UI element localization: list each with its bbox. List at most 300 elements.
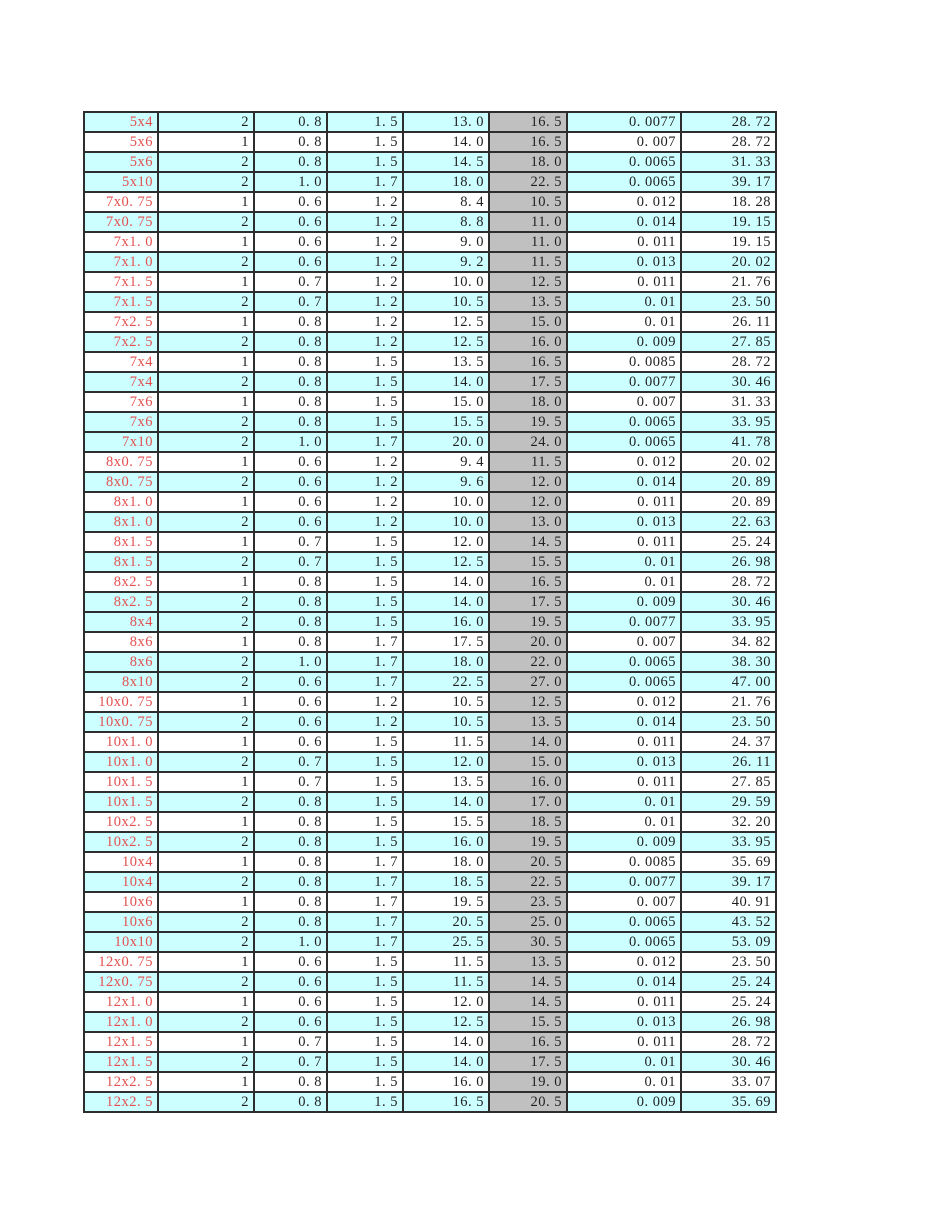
cell-value-2[interactable]: 1. 2 [327,252,403,272]
cell-value-6[interactable]: 26. 98 [681,552,776,572]
cell-value-2[interactable]: 1. 7 [327,932,403,952]
cell-size[interactable]: 8x2. 5 [84,572,158,592]
cell-value-2[interactable]: 1. 2 [327,512,403,532]
cell-value-4[interactable]: 18. 0 [489,392,567,412]
cell-value-2[interactable]: 1. 5 [327,812,403,832]
cell-qty[interactable]: 2 [158,972,254,992]
cell-value-4[interactable]: 16. 5 [489,112,567,132]
cell-value-6[interactable]: 20. 89 [681,472,776,492]
cell-value-3[interactable]: 16. 0 [403,832,489,852]
cell-value-4[interactable]: 16. 5 [489,352,567,372]
cell-size[interactable]: 8x1. 5 [84,532,158,552]
cell-size[interactable]: 12x0. 75 [84,972,158,992]
cell-value-3[interactable]: 15. 5 [403,812,489,832]
cell-value-2[interactable]: 1. 5 [327,152,403,172]
cell-value-1[interactable]: 0. 6 [254,192,327,212]
cell-value-3[interactable]: 15. 5 [403,412,489,432]
cell-value-1[interactable]: 0. 6 [254,452,327,472]
cell-value-5[interactable]: 0. 009 [567,1092,681,1112]
cell-value-3[interactable]: 12. 5 [403,332,489,352]
cell-qty[interactable]: 1 [158,952,254,972]
cell-value-6[interactable]: 47. 00 [681,672,776,692]
cell-value-5[interactable]: 0. 011 [567,992,681,1012]
cell-value-4[interactable]: 11. 5 [489,452,567,472]
cell-value-1[interactable]: 0. 6 [254,692,327,712]
cell-value-3[interactable]: 9. 4 [403,452,489,472]
cell-size[interactable]: 5x4 [84,112,158,132]
cell-value-3[interactable]: 11. 5 [403,972,489,992]
cell-value-6[interactable]: 38. 30 [681,652,776,672]
cell-size[interactable]: 7x1. 0 [84,252,158,272]
cell-value-6[interactable]: 20. 02 [681,452,776,472]
cell-size[interactable]: 10x10 [84,932,158,952]
cell-value-3[interactable]: 11. 5 [403,732,489,752]
cell-qty[interactable]: 2 [158,652,254,672]
cell-value-5[interactable]: 0. 0065 [567,912,681,932]
cell-value-5[interactable]: 0. 0065 [567,152,681,172]
cell-value-6[interactable]: 33. 07 [681,1072,776,1092]
cell-value-1[interactable]: 0. 6 [254,492,327,512]
cell-value-1[interactable]: 0. 8 [254,572,327,592]
cell-value-1[interactable]: 0. 6 [254,672,327,692]
cell-value-1[interactable]: 0. 6 [254,1012,327,1032]
cell-value-1[interactable]: 0. 7 [254,532,327,552]
cell-value-2[interactable]: 1. 5 [327,1072,403,1092]
cell-value-6[interactable]: 33. 95 [681,412,776,432]
cell-value-3[interactable]: 11. 5 [403,952,489,972]
cell-value-2[interactable]: 1. 5 [327,112,403,132]
cell-value-6[interactable]: 43. 52 [681,912,776,932]
cell-value-5[interactable]: 0. 0065 [567,432,681,452]
cell-size[interactable]: 10x4 [84,872,158,892]
cell-value-2[interactable]: 1. 7 [327,652,403,672]
cell-value-6[interactable]: 28. 72 [681,572,776,592]
cell-value-3[interactable]: 10. 0 [403,492,489,512]
cell-value-2[interactable]: 1. 5 [327,352,403,372]
cell-value-6[interactable]: 27. 85 [681,772,776,792]
cell-value-2[interactable]: 1. 5 [327,1092,403,1112]
cell-size[interactable]: 7x0. 75 [84,212,158,232]
cell-value-1[interactable]: 0. 8 [254,372,327,392]
cell-value-2[interactable]: 1. 5 [327,732,403,752]
cell-size[interactable]: 8x6 [84,632,158,652]
cell-value-6[interactable]: 40. 91 [681,892,776,912]
cell-value-2[interactable]: 1. 2 [327,692,403,712]
cell-value-4[interactable]: 11. 0 [489,232,567,252]
cell-value-5[interactable]: 0. 011 [567,532,681,552]
cell-qty[interactable]: 2 [158,932,254,952]
cell-value-1[interactable]: 0. 6 [254,472,327,492]
cell-value-3[interactable]: 14. 5 [403,152,489,172]
cell-size[interactable]: 8x1. 0 [84,512,158,532]
cell-value-5[interactable]: 0. 0085 [567,852,681,872]
cell-value-4[interactable]: 13. 5 [489,712,567,732]
cell-value-6[interactable]: 20. 02 [681,252,776,272]
cell-size[interactable]: 12x0. 75 [84,952,158,972]
cell-value-4[interactable]: 17. 0 [489,792,567,812]
cell-value-6[interactable]: 28. 72 [681,132,776,152]
cell-value-5[interactable]: 0. 01 [567,552,681,572]
cell-size[interactable]: 8x0. 75 [84,472,158,492]
cell-value-5[interactable]: 0. 009 [567,332,681,352]
cell-value-1[interactable]: 1. 0 [254,172,327,192]
cell-value-5[interactable]: 0. 0085 [567,352,681,372]
cell-value-1[interactable]: 0. 7 [254,1032,327,1052]
cell-qty[interactable]: 1 [158,272,254,292]
cell-qty[interactable]: 2 [158,672,254,692]
cell-value-6[interactable]: 25. 24 [681,972,776,992]
cell-value-4[interactable]: 14. 5 [489,992,567,1012]
cell-value-3[interactable]: 8. 8 [403,212,489,232]
cell-value-1[interactable]: 0. 6 [254,712,327,732]
cell-value-3[interactable]: 14. 0 [403,592,489,612]
cell-size[interactable]: 7x10 [84,432,158,452]
cell-value-4[interactable]: 16. 0 [489,772,567,792]
cell-value-2[interactable]: 1. 7 [327,632,403,652]
cell-value-3[interactable]: 13. 5 [403,352,489,372]
cell-value-2[interactable]: 1. 2 [327,452,403,472]
cell-value-2[interactable]: 1. 5 [327,952,403,972]
cell-value-1[interactable]: 0. 7 [254,292,327,312]
cell-qty[interactable]: 1 [158,732,254,752]
cell-value-3[interactable]: 9. 6 [403,472,489,492]
cell-size[interactable]: 7x2. 5 [84,332,158,352]
cell-value-4[interactable]: 23. 5 [489,892,567,912]
cell-qty[interactable]: 2 [158,252,254,272]
cell-qty[interactable]: 1 [158,1032,254,1052]
cell-value-3[interactable]: 10. 5 [403,692,489,712]
cell-qty[interactable]: 2 [158,112,254,132]
cell-value-6[interactable]: 53. 09 [681,932,776,952]
cell-value-5[interactable]: 0. 011 [567,732,681,752]
cell-value-4[interactable]: 12. 5 [489,272,567,292]
cell-qty[interactable]: 2 [158,212,254,232]
cell-value-3[interactable]: 14. 0 [403,572,489,592]
cell-value-5[interactable]: 0. 0065 [567,932,681,952]
cell-value-3[interactable]: 8. 4 [403,192,489,212]
cell-qty[interactable]: 1 [158,132,254,152]
cell-value-3[interactable]: 14. 0 [403,372,489,392]
cell-value-4[interactable]: 20. 5 [489,1092,567,1112]
cell-value-3[interactable]: 14. 0 [403,792,489,812]
cell-value-2[interactable]: 1. 5 [327,412,403,432]
cell-value-3[interactable]: 18. 0 [403,652,489,672]
cell-value-3[interactable]: 17. 5 [403,632,489,652]
cell-value-6[interactable]: 21. 76 [681,272,776,292]
cell-size[interactable]: 12x1. 5 [84,1032,158,1052]
cell-value-2[interactable]: 1. 2 [327,292,403,312]
cell-qty[interactable]: 1 [158,692,254,712]
cell-value-6[interactable]: 25. 24 [681,532,776,552]
cell-size[interactable]: 10x1. 0 [84,732,158,752]
cell-value-3[interactable]: 13. 0 [403,112,489,132]
cell-value-6[interactable]: 33. 95 [681,612,776,632]
cell-value-5[interactable]: 0. 0065 [567,412,681,432]
cell-value-4[interactable]: 19. 0 [489,1072,567,1092]
cell-value-5[interactable]: 0. 0077 [567,612,681,632]
cell-value-3[interactable]: 16. 0 [403,612,489,632]
cell-value-4[interactable]: 15. 0 [489,752,567,772]
cell-value-2[interactable]: 1. 5 [327,612,403,632]
cell-value-5[interactable]: 0. 0077 [567,112,681,132]
cell-size[interactable]: 10x2. 5 [84,812,158,832]
cell-value-1[interactable]: 0. 8 [254,892,327,912]
cell-value-2[interactable]: 1. 5 [327,792,403,812]
cell-size[interactable]: 12x2. 5 [84,1072,158,1092]
cell-value-5[interactable]: 0. 007 [567,132,681,152]
cell-value-3[interactable]: 12. 0 [403,752,489,772]
cell-qty[interactable]: 2 [158,752,254,772]
cell-value-4[interactable]: 19. 5 [489,412,567,432]
cell-value-5[interactable]: 0. 013 [567,252,681,272]
cell-qty[interactable]: 2 [158,872,254,892]
cell-size[interactable]: 8x1. 0 [84,492,158,512]
cell-value-5[interactable]: 0. 012 [567,692,681,712]
cell-value-4[interactable]: 24. 0 [489,432,567,452]
cell-value-4[interactable]: 15. 5 [489,552,567,572]
cell-value-2[interactable]: 1. 5 [327,972,403,992]
cell-size[interactable]: 10x6 [84,912,158,932]
cell-value-5[interactable]: 0. 01 [567,292,681,312]
cell-value-2[interactable]: 1. 2 [327,232,403,252]
cell-value-4[interactable]: 14. 0 [489,732,567,752]
cell-value-4[interactable]: 14. 5 [489,972,567,992]
cell-size[interactable]: 7x4 [84,372,158,392]
cell-value-4[interactable]: 25. 0 [489,912,567,932]
cell-value-2[interactable]: 1. 5 [327,552,403,572]
cell-value-2[interactable]: 1. 7 [327,432,403,452]
cell-qty[interactable]: 1 [158,1072,254,1092]
cell-value-1[interactable]: 0. 8 [254,832,327,852]
cell-value-2[interactable]: 1. 5 [327,532,403,552]
cell-value-5[interactable]: 0. 009 [567,832,681,852]
cell-value-2[interactable]: 1. 5 [327,572,403,592]
cell-qty[interactable]: 1 [158,852,254,872]
cell-value-5[interactable]: 0. 01 [567,1072,681,1092]
cell-value-6[interactable]: 30. 46 [681,592,776,612]
cell-value-4[interactable]: 20. 5 [489,852,567,872]
cell-value-5[interactable]: 0. 007 [567,892,681,912]
cell-value-1[interactable]: 0. 6 [254,992,327,1012]
cell-value-6[interactable]: 33. 95 [681,832,776,852]
cell-value-2[interactable]: 1. 5 [327,1012,403,1032]
cell-value-5[interactable]: 0. 013 [567,512,681,532]
cell-value-4[interactable]: 20. 0 [489,632,567,652]
cell-value-2[interactable]: 1. 5 [327,392,403,412]
cell-value-1[interactable]: 0. 8 [254,872,327,892]
cell-qty[interactable]: 2 [158,432,254,452]
cell-value-1[interactable]: 0. 8 [254,312,327,332]
cell-value-3[interactable]: 12. 5 [403,552,489,572]
cell-value-4[interactable]: 14. 5 [489,532,567,552]
cell-value-4[interactable]: 15. 0 [489,312,567,332]
cell-size[interactable]: 8x4 [84,612,158,632]
cell-size[interactable]: 10x4 [84,852,158,872]
cell-value-5[interactable]: 0. 0077 [567,372,681,392]
cell-value-6[interactable]: 23. 50 [681,292,776,312]
cell-value-4[interactable]: 17. 5 [489,372,567,392]
cell-qty[interactable]: 2 [158,592,254,612]
cell-qty[interactable]: 2 [158,1012,254,1032]
cell-value-1[interactable]: 0. 8 [254,852,327,872]
cell-value-4[interactable]: 17. 5 [489,592,567,612]
cell-qty[interactable]: 2 [158,412,254,432]
cell-value-3[interactable]: 10. 0 [403,272,489,292]
cell-qty[interactable]: 2 [158,372,254,392]
cell-value-2[interactable]: 1. 7 [327,872,403,892]
cell-value-1[interactable]: 0. 6 [254,252,327,272]
cell-value-4[interactable]: 12. 0 [489,492,567,512]
cell-value-1[interactable]: 1. 0 [254,652,327,672]
cell-value-2[interactable]: 1. 5 [327,132,403,152]
cell-value-5[interactable]: 0. 011 [567,1032,681,1052]
cell-qty[interactable]: 1 [158,532,254,552]
cell-qty[interactable]: 1 [158,192,254,212]
cell-value-6[interactable]: 20. 89 [681,492,776,512]
cell-value-2[interactable]: 1. 7 [327,172,403,192]
cell-size[interactable]: 12x1. 0 [84,1012,158,1032]
cell-value-6[interactable]: 25. 24 [681,992,776,1012]
cell-value-3[interactable]: 14. 0 [403,1052,489,1072]
cell-value-4[interactable]: 19. 5 [489,612,567,632]
cell-value-5[interactable]: 0. 013 [567,752,681,772]
cell-value-5[interactable]: 0. 007 [567,632,681,652]
cell-value-3[interactable]: 16. 5 [403,1092,489,1112]
cell-size[interactable]: 7x0. 75 [84,192,158,212]
cell-value-3[interactable]: 12. 5 [403,312,489,332]
cell-value-6[interactable]: 28. 72 [681,1032,776,1052]
cell-value-3[interactable]: 12. 0 [403,532,489,552]
cell-value-5[interactable]: 0. 007 [567,392,681,412]
cell-value-4[interactable]: 15. 5 [489,1012,567,1032]
cell-value-1[interactable]: 0. 6 [254,512,327,532]
cell-value-4[interactable]: 11. 5 [489,252,567,272]
cell-size[interactable]: 7x1. 5 [84,272,158,292]
cell-value-6[interactable]: 34. 82 [681,632,776,652]
cell-value-1[interactable]: 0. 8 [254,612,327,632]
cell-value-1[interactable]: 1. 0 [254,932,327,952]
cell-value-1[interactable]: 0. 8 [254,632,327,652]
cell-value-5[interactable]: 0. 01 [567,792,681,812]
cell-value-1[interactable]: 1. 0 [254,432,327,452]
cell-value-1[interactable]: 0. 8 [254,132,327,152]
cell-value-4[interactable]: 13. 5 [489,952,567,972]
cell-size[interactable]: 12x1. 5 [84,1052,158,1072]
cell-value-1[interactable]: 0. 6 [254,212,327,232]
cell-size[interactable]: 7x1. 0 [84,232,158,252]
cell-value-4[interactable]: 12. 5 [489,692,567,712]
cell-value-6[interactable]: 28. 72 [681,352,776,372]
cell-value-3[interactable]: 14. 0 [403,132,489,152]
cell-value-1[interactable]: 0. 8 [254,412,327,432]
cell-value-5[interactable]: 0. 0077 [567,872,681,892]
cell-value-6[interactable]: 31. 33 [681,392,776,412]
cell-value-5[interactable]: 0. 011 [567,772,681,792]
cell-value-6[interactable]: 30. 46 [681,1052,776,1072]
cell-value-4[interactable]: 17. 5 [489,1052,567,1072]
cell-size[interactable]: 7x1. 5 [84,292,158,312]
cell-value-6[interactable]: 32. 20 [681,812,776,832]
cell-size[interactable]: 8x1. 5 [84,552,158,572]
cell-qty[interactable]: 2 [158,172,254,192]
cell-value-5[interactable]: 0. 013 [567,1012,681,1032]
cell-value-3[interactable]: 10. 5 [403,292,489,312]
cell-qty[interactable]: 2 [158,912,254,932]
cell-value-2[interactable]: 1. 5 [327,372,403,392]
cell-value-2[interactable]: 1. 5 [327,832,403,852]
cell-qty[interactable]: 2 [158,792,254,812]
cell-value-1[interactable]: 0. 8 [254,392,327,412]
cell-value-3[interactable]: 18. 0 [403,172,489,192]
cell-size[interactable]: 12x1. 0 [84,992,158,1012]
cell-value-3[interactable]: 9. 0 [403,232,489,252]
cell-value-3[interactable]: 19. 5 [403,892,489,912]
cell-value-1[interactable]: 0. 8 [254,592,327,612]
cell-value-6[interactable]: 18. 28 [681,192,776,212]
cell-value-4[interactable]: 18. 5 [489,812,567,832]
cell-value-2[interactable]: 1. 2 [327,312,403,332]
cell-value-2[interactable]: 1. 5 [327,992,403,1012]
cell-qty[interactable]: 1 [158,892,254,912]
cell-size[interactable]: 5x6 [84,152,158,172]
cell-value-5[interactable]: 0. 0065 [567,172,681,192]
cell-value-1[interactable]: 0. 8 [254,912,327,932]
cell-size[interactable]: 10x0. 75 [84,712,158,732]
cell-qty[interactable]: 2 [158,332,254,352]
cell-value-4[interactable]: 19. 5 [489,832,567,852]
cell-value-3[interactable]: 16. 0 [403,1072,489,1092]
cell-value-6[interactable]: 27. 85 [681,332,776,352]
cell-value-6[interactable]: 24. 37 [681,732,776,752]
cell-qty[interactable]: 2 [158,712,254,732]
cell-value-1[interactable]: 0. 6 [254,972,327,992]
cell-qty[interactable]: 2 [158,292,254,312]
cell-qty[interactable]: 1 [158,232,254,252]
cell-value-4[interactable]: 18. 0 [489,152,567,172]
cell-value-4[interactable]: 11. 0 [489,212,567,232]
cell-qty[interactable]: 1 [158,572,254,592]
cell-value-5[interactable]: 0. 0065 [567,652,681,672]
cell-qty[interactable]: 2 [158,512,254,532]
cell-value-3[interactable]: 12. 0 [403,992,489,1012]
cell-value-1[interactable]: 0. 8 [254,1072,327,1092]
cell-value-1[interactable]: 0. 7 [254,1052,327,1072]
cell-value-6[interactable]: 26. 11 [681,312,776,332]
cell-value-1[interactable]: 0. 7 [254,752,327,772]
cell-value-3[interactable]: 20. 5 [403,912,489,932]
cell-value-3[interactable]: 10. 5 [403,712,489,732]
cell-value-5[interactable]: 0. 011 [567,492,681,512]
cell-size[interactable]: 7x6 [84,392,158,412]
cell-value-6[interactable]: 35. 69 [681,852,776,872]
cell-qty[interactable]: 1 [158,312,254,332]
cell-value-3[interactable]: 18. 5 [403,872,489,892]
cell-value-2[interactable]: 1. 7 [327,852,403,872]
cell-value-3[interactable]: 14. 0 [403,1032,489,1052]
cell-value-3[interactable]: 13. 5 [403,772,489,792]
cell-value-4[interactable]: 22. 5 [489,872,567,892]
cell-qty[interactable]: 1 [158,352,254,372]
cell-value-6[interactable]: 23. 50 [681,712,776,732]
cell-value-5[interactable]: 0. 014 [567,212,681,232]
cell-value-2[interactable]: 1. 2 [327,192,403,212]
cell-size[interactable]: 7x6 [84,412,158,432]
cell-size[interactable]: 5x6 [84,132,158,152]
cell-size[interactable]: 8x10 [84,672,158,692]
cell-value-6[interactable]: 29. 59 [681,792,776,812]
cell-value-6[interactable]: 19. 15 [681,232,776,252]
cell-size[interactable]: 8x0. 75 [84,452,158,472]
